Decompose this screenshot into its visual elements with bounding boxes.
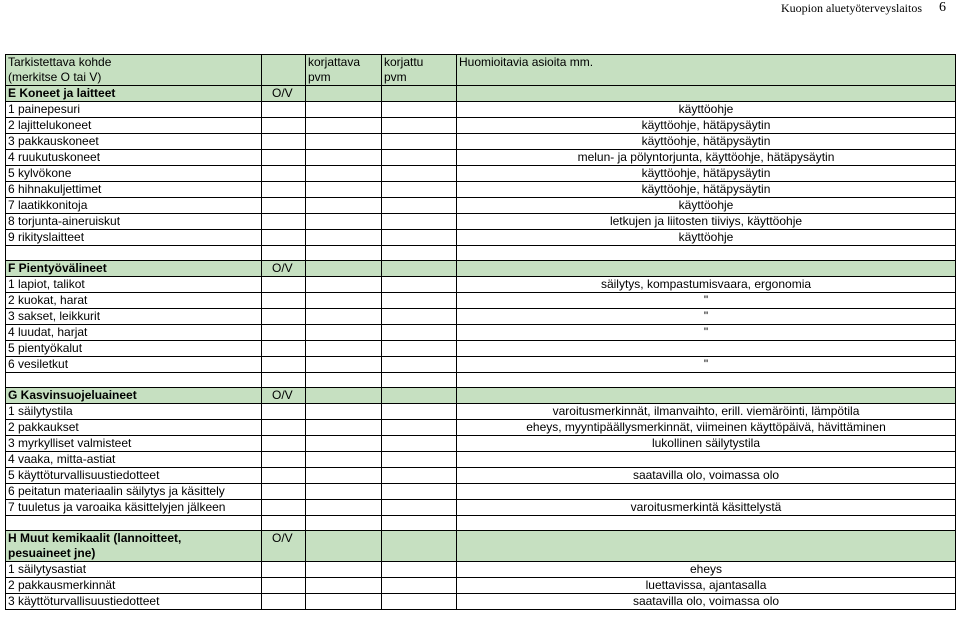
- ov-cell[interactable]: [262, 198, 306, 214]
- note-cell: ": [457, 325, 956, 341]
- table-row: [6, 102, 956, 118]
- item-label: 1 lapiot, talikot: [6, 277, 262, 293]
- table-row: [6, 484, 956, 500]
- section-header-row: [6, 261, 956, 277]
- ov-cell[interactable]: [262, 102, 306, 118]
- item-label: 5 pientyökalut: [6, 341, 262, 357]
- item-label: 2 lajittelukoneet: [6, 118, 262, 134]
- note-cell: [457, 484, 956, 500]
- note-cell: eheys: [457, 562, 956, 578]
- note-cell: varoitusmerkintä käsittelystä: [457, 500, 956, 516]
- korjattava-cell[interactable]: [306, 325, 382, 341]
- table-row: [6, 182, 956, 198]
- ov-cell[interactable]: [262, 404, 306, 420]
- table-row: [6, 578, 956, 594]
- ov-cell[interactable]: [262, 118, 306, 134]
- korjattu-cell[interactable]: [382, 594, 457, 610]
- ov-cell[interactable]: [262, 452, 306, 468]
- item-label: 1 säilytysastiat: [6, 562, 262, 578]
- korjattu-cell[interactable]: [382, 182, 457, 198]
- table-row: [6, 230, 956, 246]
- table-row: [6, 325, 956, 341]
- item-label: 6 peitatun materiaalin säilytys ja käsittely: [6, 484, 262, 500]
- note-cell: saatavilla olo, voimassa olo: [457, 594, 956, 610]
- ov-cell[interactable]: [262, 134, 306, 150]
- note-cell: [457, 341, 956, 357]
- note-cell: käyttöohje, hätäpysäytin: [457, 118, 956, 134]
- column-header-item: Tarkistettava kohde (merkitse O tai V): [6, 55, 262, 86]
- table-row: [6, 118, 956, 134]
- table-row: [6, 404, 956, 420]
- ov-cell[interactable]: [262, 309, 306, 325]
- note-cell: saatavilla olo, voimassa olo: [457, 468, 956, 484]
- korjattu-cell[interactable]: [382, 562, 457, 578]
- korjattava-cell[interactable]: [306, 182, 382, 198]
- ov-cell[interactable]: [262, 325, 306, 341]
- item-label: 2 kuokat, harat: [6, 293, 262, 309]
- section-title: G Kasvinsuojeluaineet: [6, 388, 262, 404]
- korjattava-cell[interactable]: [306, 468, 382, 484]
- note-cell: letkujen ja liitosten tiiviys, käyttöohje: [457, 214, 956, 230]
- section-title: E Koneet ja laitteet: [6, 86, 262, 102]
- column-header-korjattava: korjattava pvm: [306, 55, 382, 86]
- table-row: [6, 166, 956, 182]
- table-row: [6, 214, 956, 230]
- ov-cell[interactable]: [262, 166, 306, 182]
- note-cell: lukollinen säilytystila: [457, 436, 956, 452]
- item-label: 3 sakset, leikkurit: [6, 309, 262, 325]
- ov-cell[interactable]: [262, 150, 306, 166]
- table-row: [6, 436, 956, 452]
- column-header-ov: [262, 55, 306, 86]
- korjattava-cell[interactable]: [306, 452, 382, 468]
- korjattava-cell[interactable]: [306, 277, 382, 293]
- korjattu-cell[interactable]: [382, 150, 457, 166]
- note-cell: käyttöohje: [457, 102, 956, 118]
- item-label: 8 torjunta-aineruiskut: [6, 214, 262, 230]
- ov-cell[interactable]: [262, 341, 306, 357]
- item-label: 4 ruukutuskoneet: [6, 150, 262, 166]
- korjattu-cell[interactable]: [382, 166, 457, 182]
- item-label: 9 rikityslaitteet: [6, 230, 262, 246]
- korjattu-cell[interactable]: [382, 452, 457, 468]
- ov-cell[interactable]: [262, 436, 306, 452]
- ov-cell[interactable]: [262, 214, 306, 230]
- ov-cell[interactable]: [262, 277, 306, 293]
- note-cell: varoitusmerkinnät, ilmanvaihto, erill. viemäröinti, lämpötila: [457, 404, 956, 420]
- korjattu-cell[interactable]: [382, 118, 457, 134]
- korjattu-cell[interactable]: [382, 420, 457, 436]
- korjattu-cell[interactable]: [382, 277, 457, 293]
- ov-cell[interactable]: [262, 182, 306, 198]
- korjattava-cell[interactable]: [306, 198, 382, 214]
- item-label: 1 säilytystila: [6, 404, 262, 420]
- ov-cell[interactable]: [262, 230, 306, 246]
- ov-cell[interactable]: [262, 562, 306, 578]
- note-cell: ": [457, 309, 956, 325]
- item-label: 1 painepesuri: [6, 102, 262, 118]
- note-cell: eheys, myyntipäällysmerkinnät, viimeinen käyttöpäivä, hävittäminen: [457, 420, 956, 436]
- page-number: 6: [939, 0, 946, 15]
- item-label: 2 pakkaukset: [6, 420, 262, 436]
- table-row: [6, 341, 956, 357]
- korjattava-cell[interactable]: [306, 436, 382, 452]
- section-title: H Muut kemikaalit (lannoitteet, pesuaineet jne): [6, 531, 262, 562]
- section-header-row: [6, 86, 956, 102]
- korjattava-cell[interactable]: [306, 357, 382, 373]
- ov-cell[interactable]: [262, 578, 306, 594]
- korjattu-cell[interactable]: [382, 134, 457, 150]
- section-ov: O/V: [262, 86, 306, 102]
- korjattu-cell[interactable]: [382, 436, 457, 452]
- korjattava-cell[interactable]: [306, 150, 382, 166]
- section-header-row: [6, 388, 956, 404]
- ov-cell[interactable]: [262, 484, 306, 500]
- note-cell: melun- ja pölyntorjunta, käyttöohje, hätäpysäytin: [457, 150, 956, 166]
- note-cell: käyttöohje, hätäpysäytin: [457, 182, 956, 198]
- korjattu-cell[interactable]: [382, 357, 457, 373]
- korjattava-cell[interactable]: [306, 134, 382, 150]
- korjattava-cell[interactable]: [306, 562, 382, 578]
- ov-cell[interactable]: [262, 420, 306, 436]
- section-ov: O/V: [262, 388, 306, 404]
- table-header-row: [6, 55, 956, 86]
- korjattu-cell[interactable]: [382, 325, 457, 341]
- table-row: [6, 500, 956, 516]
- table-row: [6, 309, 956, 325]
- table-row: [6, 198, 956, 214]
- column-header-korjattu: korjattu pvm: [382, 55, 457, 86]
- table-row: [6, 293, 956, 309]
- korjattava-cell[interactable]: [306, 230, 382, 246]
- korjattava-cell[interactable]: [306, 578, 382, 594]
- korjattu-cell[interactable]: [382, 309, 457, 325]
- note-cell: käyttöohje: [457, 198, 956, 214]
- item-label: 5 kylvökone: [6, 166, 262, 182]
- table-row: [6, 468, 956, 484]
- note-cell: ": [457, 357, 956, 373]
- note-cell: käyttöohje: [457, 230, 956, 246]
- korjattu-cell[interactable]: [382, 214, 457, 230]
- checklist-table: [5, 54, 956, 610]
- spacer-row: [6, 246, 956, 261]
- table-row: [6, 594, 956, 610]
- spacer-row: [6, 516, 956, 531]
- table-row: [6, 277, 956, 293]
- note-cell: käyttöohje, hätäpysäytin: [457, 134, 956, 150]
- korjattava-cell[interactable]: [306, 404, 382, 420]
- table-row: [6, 420, 956, 436]
- table-row: [6, 452, 956, 468]
- section-ov: O/V: [262, 261, 306, 277]
- page-header: [0, 0, 960, 22]
- item-label: 2 pakkausmerkinnät: [6, 578, 262, 594]
- table-row: [6, 150, 956, 166]
- korjattu-cell[interactable]: [382, 484, 457, 500]
- section-header-row: [6, 531, 956, 562]
- ov-cell[interactable]: [262, 293, 306, 309]
- korjattu-cell[interactable]: [382, 404, 457, 420]
- korjattava-cell[interactable]: [306, 309, 382, 325]
- column-header-notes: Huomioitavia asioita mm.: [457, 55, 956, 86]
- spacer-row: [6, 373, 956, 388]
- korjattava-cell[interactable]: [306, 500, 382, 516]
- item-label: 4 vaaka, mitta-astiat: [6, 452, 262, 468]
- item-label: 6 vesiletkut: [6, 357, 262, 373]
- korjattava-cell[interactable]: [306, 484, 382, 500]
- ov-cell[interactable]: [262, 468, 306, 484]
- korjattu-cell[interactable]: [382, 341, 457, 357]
- korjattava-cell[interactable]: [306, 102, 382, 118]
- korjattava-cell[interactable]: [306, 214, 382, 230]
- ov-cell[interactable]: [262, 594, 306, 610]
- note-cell: luettavissa, ajantasalla: [457, 578, 956, 594]
- table-row: [6, 134, 956, 150]
- korjattava-cell[interactable]: [306, 166, 382, 182]
- note-cell: [457, 452, 956, 468]
- item-label: 7 laatikkonitoja: [6, 198, 262, 214]
- korjattu-cell[interactable]: [382, 468, 457, 484]
- korjattava-cell[interactable]: [306, 341, 382, 357]
- korjattava-cell[interactable]: [306, 293, 382, 309]
- korjattava-cell[interactable]: [306, 118, 382, 134]
- korjattu-cell[interactable]: [382, 578, 457, 594]
- korjattu-cell[interactable]: [382, 500, 457, 516]
- note-cell: ": [457, 293, 956, 309]
- korjattava-cell[interactable]: [306, 420, 382, 436]
- item-label: 6 hihnakuljettimet: [6, 182, 262, 198]
- table-row: [6, 562, 956, 578]
- korjattu-cell[interactable]: [382, 102, 457, 118]
- section-ov: O/V: [262, 531, 306, 562]
- ov-cell[interactable]: [262, 500, 306, 516]
- header-title: Kuopion aluetyöterveyslaitos: [781, 1, 922, 15]
- item-label: 3 myrkylliset valmisteet: [6, 436, 262, 452]
- korjattu-cell[interactable]: [382, 198, 457, 214]
- korjattava-cell[interactable]: [306, 594, 382, 610]
- item-label: 4 luudat, harjat: [6, 325, 262, 341]
- item-label: 5 käyttöturvallisuustiedotteet: [6, 468, 262, 484]
- item-label: 7 tuuletus ja varoaika käsittelyjen jälkeen: [6, 500, 262, 516]
- item-label: 3 pakkauskoneet: [6, 134, 262, 150]
- note-cell: käyttöohje, hätäpysäytin: [457, 166, 956, 182]
- table-row: [6, 357, 956, 373]
- section-title: F Pientyövälineet: [6, 261, 262, 277]
- item-label: 3 käyttöturvallisuustiedotteet: [6, 594, 262, 610]
- korjattu-cell[interactable]: [382, 230, 457, 246]
- note-cell: säilytys, kompastumisvaara, ergonomia: [457, 277, 956, 293]
- korjattu-cell[interactable]: [382, 293, 457, 309]
- ov-cell[interactable]: [262, 357, 306, 373]
